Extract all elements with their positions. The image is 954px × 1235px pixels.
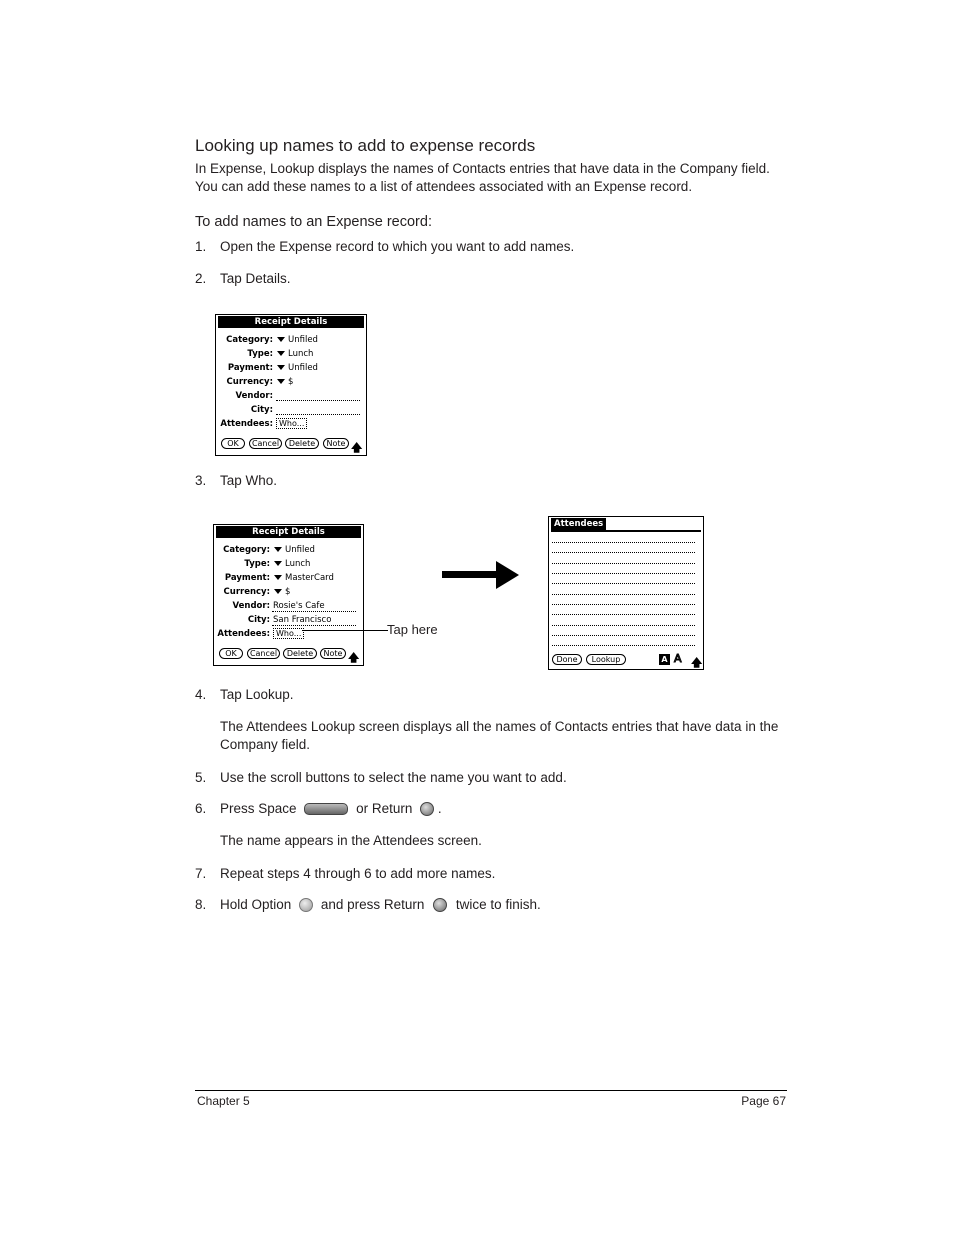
attendee-line[interactable] [552,563,695,564]
step-text-part: and press Return [320,897,425,912]
label-category: Category: [226,335,273,345]
city-value[interactable]: San Francisco [273,615,332,625]
currency-picker[interactable]: $ [277,377,293,387]
note-button[interactable]: Note [320,648,346,659]
label-city: City: [247,615,270,625]
attendees-screen [548,516,704,670]
dropdown-triangle-icon [277,351,285,356]
screen-title: Receipt Details [218,316,364,328]
receipt-details-screen-filled [213,524,364,666]
label-currency: Currency: [226,377,273,387]
step-number: 1. [195,239,207,254]
shift-up-arrow-icon: 🡅 [348,651,360,664]
city-field-line [272,625,356,626]
step-6 [0,800,954,860]
step-text: Tap Lookup. [220,687,294,702]
step-text: Tap Who. [220,473,278,488]
vendor-value[interactable]: Rosie's Cafe [273,601,325,611]
step-number: 2. [195,271,207,286]
attendee-line[interactable] [552,645,695,646]
footer-rule [195,1090,787,1091]
section-heading: Looking up names to add to expense records [195,136,536,155]
graffiti-shift-bold-indicator: A [659,654,670,665]
payment-picker[interactable]: Unfiled [277,363,318,373]
label-type: Type: [244,559,270,569]
type-picker[interactable]: Lunch [274,559,310,569]
screen-title: Attendees [551,518,606,530]
dropdown-triangle-icon [274,547,282,552]
return-key-icon [420,802,434,816]
label-city: City: [250,405,273,415]
who-button[interactable]: Who... [273,628,304,639]
attendee-line[interactable] [552,542,695,543]
cancel-button[interactable]: Cancel [247,648,280,659]
vendor-field-line [272,611,356,612]
step-text-part: or Return [356,801,413,816]
attendee-line[interactable] [552,583,695,584]
label-type: Type: [247,349,273,359]
cancel-button[interactable]: Cancel [249,438,282,449]
label-currency: Currency: [223,587,270,597]
label-attendees: Attendees: [220,419,273,429]
attendee-line[interactable] [552,552,695,553]
ok-button[interactable]: OK [219,648,243,659]
dropdown-triangle-icon [274,561,282,566]
attendee-line[interactable] [552,625,695,626]
title-underline [551,530,701,532]
screen-title: Receipt Details [216,526,361,538]
step-number: 3. [195,473,207,488]
step-number: 8. [195,897,207,912]
receipt-details-screen [215,314,367,456]
footer-page: Page 67 [741,1094,786,1108]
graffiti-shift-outline-indicator: A [674,652,682,665]
step-text-part: twice to finish. [455,897,541,912]
attendee-line[interactable] [552,614,695,615]
step-text: Use the scroll buttons to select the name you want to add. [220,770,567,785]
attendee-line[interactable] [552,594,695,595]
dropdown-triangle-icon [277,379,285,384]
step-number: 6. [195,801,207,816]
label-payment: Payment: [227,363,273,373]
note-button[interactable]: Note [323,438,349,449]
city-field[interactable] [276,414,360,415]
callout-label: Tap here [387,622,438,637]
category-picker[interactable]: Unfiled [277,335,318,345]
step-text [220,896,790,914]
step-text: Tap Details. [220,271,291,286]
vendor-field[interactable] [276,400,360,401]
step-number: 4. [195,687,207,702]
payment-picker[interactable]: MasterCard [274,573,334,583]
delete-button[interactable]: Delete [285,438,319,449]
shift-up-arrow-icon: 🡅 [691,656,703,669]
category-picker[interactable]: Unfiled [274,545,315,555]
lookup-button[interactable]: Lookup [586,654,626,665]
procedure-heading: To add names to an Expense record: [195,214,432,230]
step-text-part: Press Space [220,801,297,816]
label-vendor: Vendor: [235,391,273,401]
step-note: The name appears in the Attendees screen. [220,833,482,848]
dropdown-triangle-icon [277,365,285,370]
step-note: The Attendees Lookup screen displays all the names of Contacts entries that have data in the Company field. [220,719,779,752]
dropdown-triangle-icon [277,337,285,342]
right-arrow-icon [442,561,520,589]
space-key-icon [304,803,348,815]
step-text: Repeat steps 4 through 6 to add more names. [220,866,496,881]
step-number: 7. [195,866,207,881]
footer-chapter: Chapter 5 [197,1094,250,1108]
step-4 [0,686,954,766]
step-number: 5. [195,770,207,785]
step-text [220,800,790,818]
shift-up-arrow-icon: 🡅 [351,441,363,454]
label-vendor: Vendor: [232,601,270,611]
intro-paragraph: In Expense, Lookup displays the names of Contacts entries that have data in the Company field. You can add these names to a list of attendees associated with an Expense record. [195,161,770,194]
attendee-line[interactable] [552,604,695,605]
return-key-icon [433,898,447,912]
who-button[interactable]: Who... [276,418,307,429]
step-text: Open the Expense record to which you want to add names. [220,239,575,254]
currency-picker[interactable]: $ [274,587,290,597]
attendee-line[interactable] [552,573,695,574]
step-text-part: . [437,801,442,816]
label-payment: Payment: [224,573,270,583]
done-button[interactable]: Done [552,654,582,665]
callout-line [302,630,388,631]
label-category: Category: [223,545,270,555]
type-picker[interactable]: Lunch [277,349,313,359]
attendee-line[interactable] [552,635,695,636]
ok-button[interactable]: OK [221,438,245,449]
step-text-part: Hold Option [220,897,292,912]
option-key-icon [299,898,313,912]
label-attendees: Attendees: [217,629,270,639]
delete-button[interactable]: Delete [283,648,317,659]
dropdown-triangle-icon [274,589,282,594]
dropdown-triangle-icon [274,575,282,580]
